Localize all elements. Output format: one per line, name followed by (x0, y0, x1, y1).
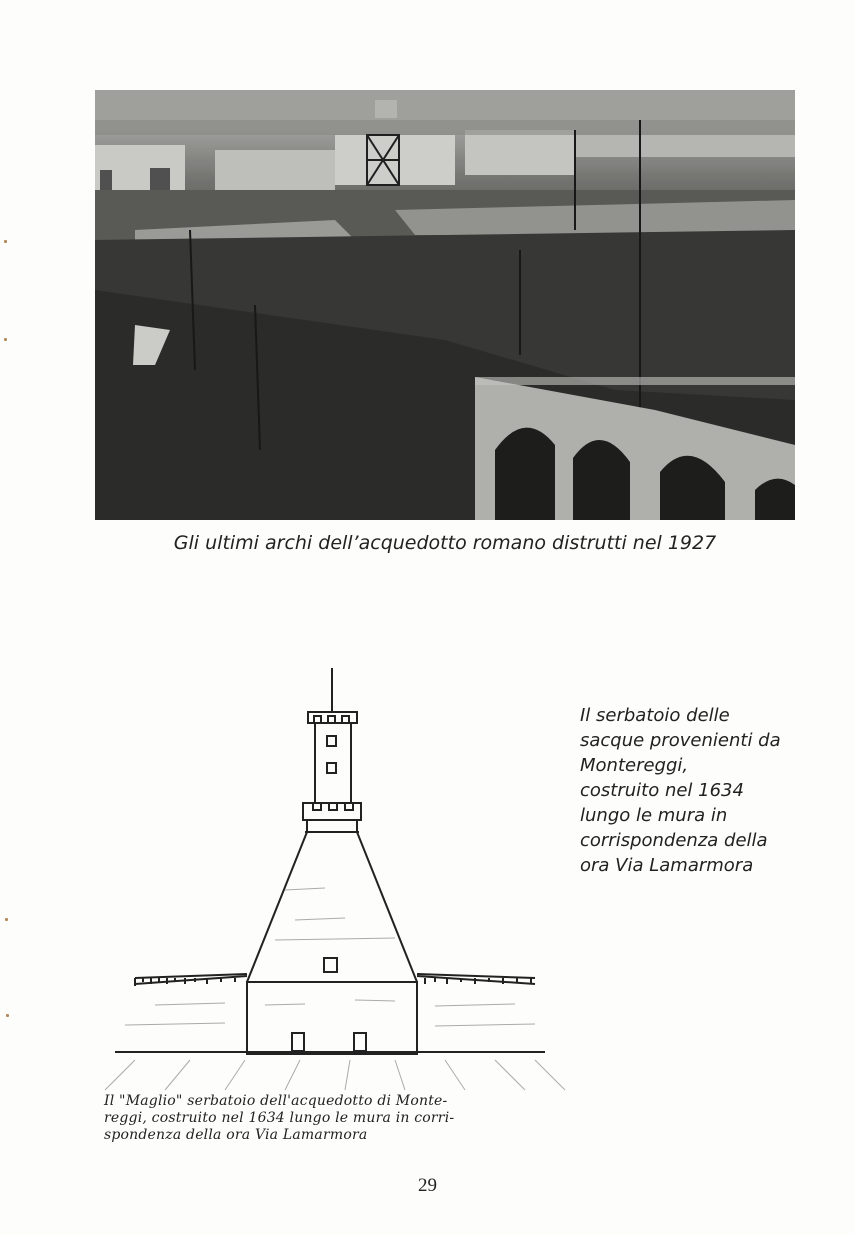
aqueduct-photo (95, 90, 795, 520)
photo-caption: Gli ultimi archi dell’acquedotto romano distrutti nel 1927 (173, 532, 717, 554)
handwritten-line: reggi, costruito nel 1634 lungo le mura in corri- (104, 1110, 455, 1126)
handwritten-line: spondenza della ora Via Lamarmora (104, 1127, 368, 1143)
side-caption-line: costruito nel 1634 (580, 780, 744, 801)
handwritten-line: Il "Maglio" serbatoio dell'acquedotto di Monte- (104, 1093, 448, 1109)
drawing-side-caption (580, 703, 810, 878)
scan-speck (4, 240, 7, 243)
tower-drawing (95, 660, 575, 1160)
side-caption-line: Il serbatoio delle (580, 705, 730, 726)
scan-speck (4, 338, 7, 341)
handwritten-caption (104, 1093, 574, 1144)
page-number: 29 (418, 1175, 437, 1196)
side-caption-line: ora Via Lamarmora (580, 855, 754, 876)
side-caption-line: sacque provenienti da (580, 730, 781, 751)
scan-speck (5, 918, 8, 921)
side-caption-line: lungo le mura in (580, 805, 728, 826)
side-caption-line: corrispondenza della (580, 830, 768, 851)
scan-speck (6, 1014, 9, 1017)
side-caption-line: Montereggi, (580, 755, 689, 776)
